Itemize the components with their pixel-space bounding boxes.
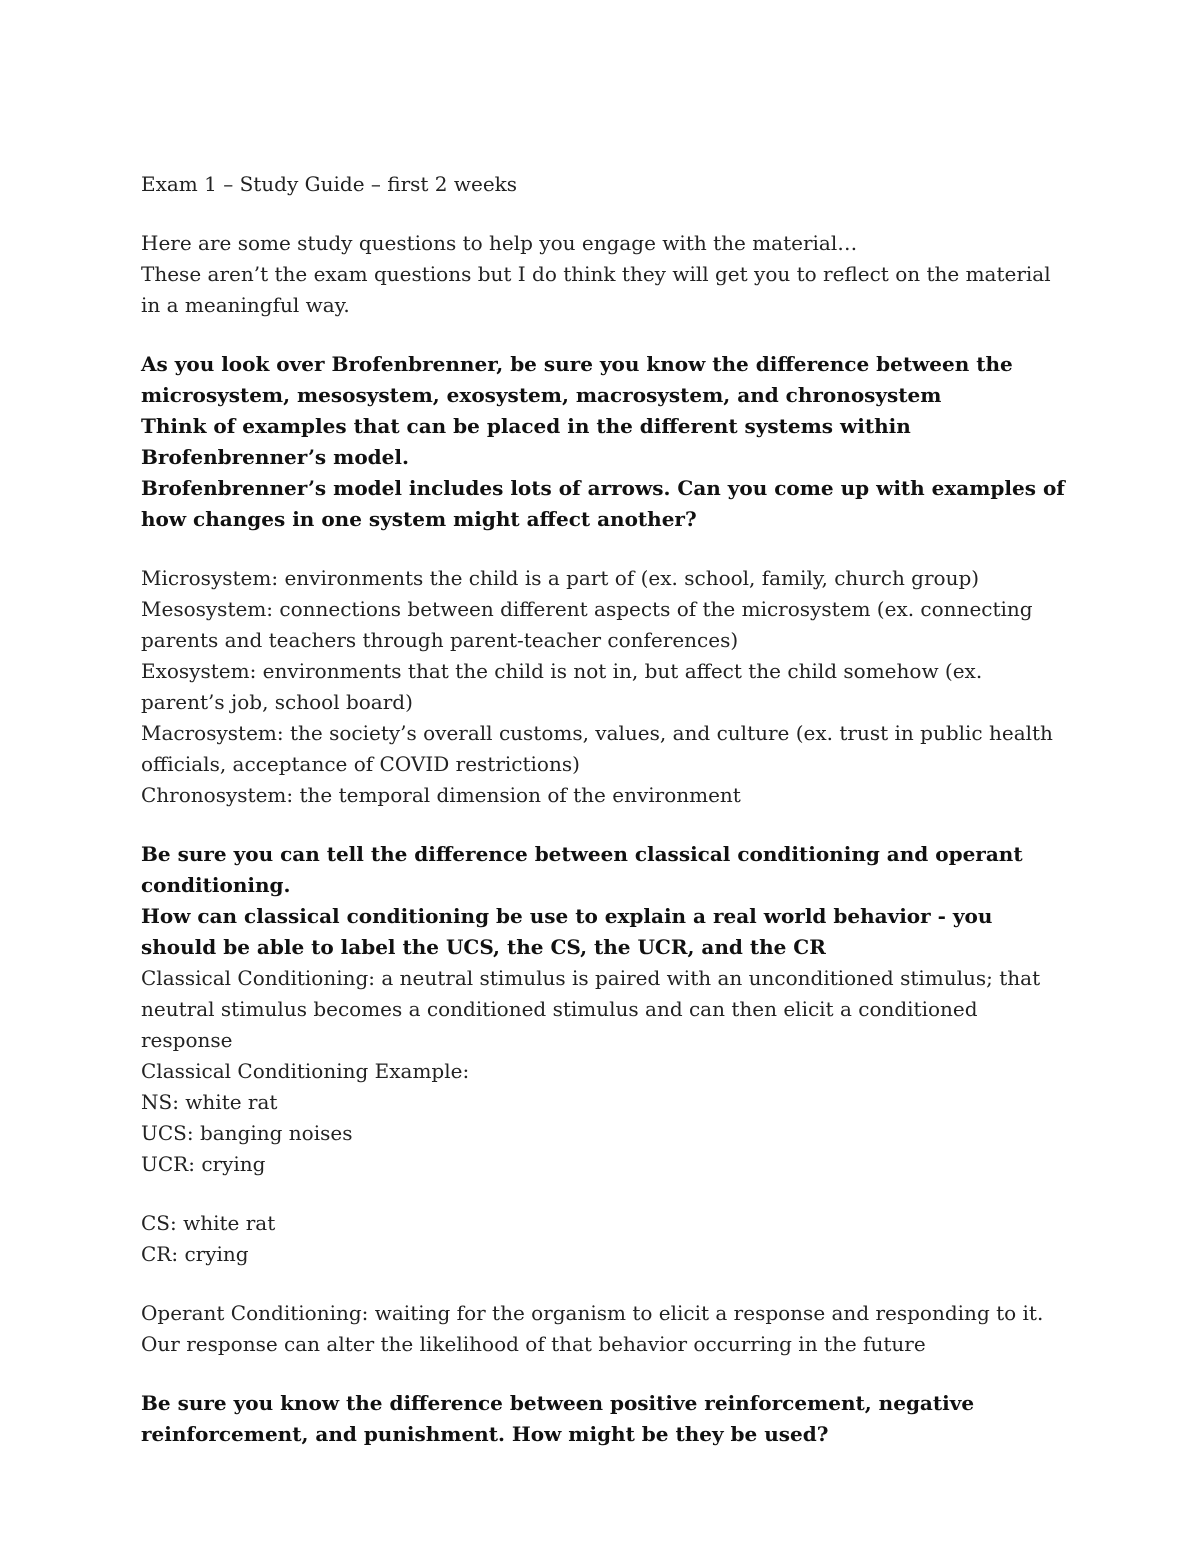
spacer (141, 1360, 1071, 1388)
spacer (141, 1270, 1071, 1298)
spacer (141, 200, 1071, 228)
classical-conditioning-example-label: Classical Conditioning Example: (141, 1059, 470, 1083)
document-title: Exam 1 – Study Guide – first 2 weeks (141, 172, 518, 196)
classical-conditioning-definition: Classical Conditioning: a neutral stimulus is paired with an unconditioned stimulus; that neutral stimulus becomes a conditioned stimulus and can then elicit a conditioned response (141, 966, 1041, 1052)
example-ns: NS: white rat (141, 1090, 278, 1114)
question-brofenbrenner-arrows: Brofenbrenner’s model includes lots of arrows. Can you come up with examples of how changes in one system might affect another? (141, 476, 1065, 531)
spacer (141, 811, 1071, 839)
answer-mesosystem: Mesosystem: connections between different aspects of the microsystem (ex. connecting parents and teachers through parent-teacher conferences) (141, 597, 1033, 652)
example-cs: CS: white rat (141, 1211, 276, 1235)
answer-microsystem: Microsystem: environments the child is a part of (ex. school, family, church group) (141, 566, 980, 590)
answer-exosystem: Exosystem: environments that the child is not in, but affect the child somehow (ex. parent’s job, school board) (141, 659, 983, 714)
answer-chronosystem: Chronosystem: the temporal dimension of the environment (141, 783, 741, 807)
question-brofenbrenner-systems: As you look over Brofenbrenner, be sure you know the difference between the microsystem, mesosystem, exosystem, macrosystem, and chronosystem (141, 352, 1013, 407)
question-brofenbrenner-examples: Think of examples that can be placed in the different systems within Brofenbrenner’s model. (141, 414, 911, 469)
example-ucs: UCS: banging noises (141, 1121, 353, 1145)
question-reinforcement-punishment: Be sure you know the difference between positive reinforcement, negative reinforcement, and punishment. How might be they be used? (141, 1391, 975, 1446)
spacer (141, 1180, 1071, 1208)
intro-line-2: These aren’t the exam questions but I do think they will get you to reflect on the material in a meaningful way. (141, 262, 1051, 317)
spacer (141, 321, 1071, 349)
question-conditioning-difference: Be sure you can tell the difference between classical conditioning and operant conditioning. (141, 842, 1023, 897)
intro-line-1: Here are some study questions to help you engage with the material… (141, 231, 858, 255)
example-ucr: UCR: crying (141, 1152, 266, 1176)
example-cr: CR: crying (141, 1242, 249, 1266)
operant-conditioning-definition: Operant Conditioning: waiting for the organism to elicit a response and responding to it. Our response can alter the likelihood of that behavior occurring in the future (141, 1301, 1044, 1356)
question-classical-conditioning: How can classical conditioning be use to explain a real world behavior - you should be able to label the UCS, the CS, the UCR, and the CR (141, 904, 993, 959)
answer-macrosystem: Macrosystem: the society’s overall customs, values, and culture (ex. trust in public health officials, acceptance of COVID restrictions) (141, 721, 1053, 776)
spacer (141, 535, 1071, 563)
document-body (141, 169, 1071, 1450)
